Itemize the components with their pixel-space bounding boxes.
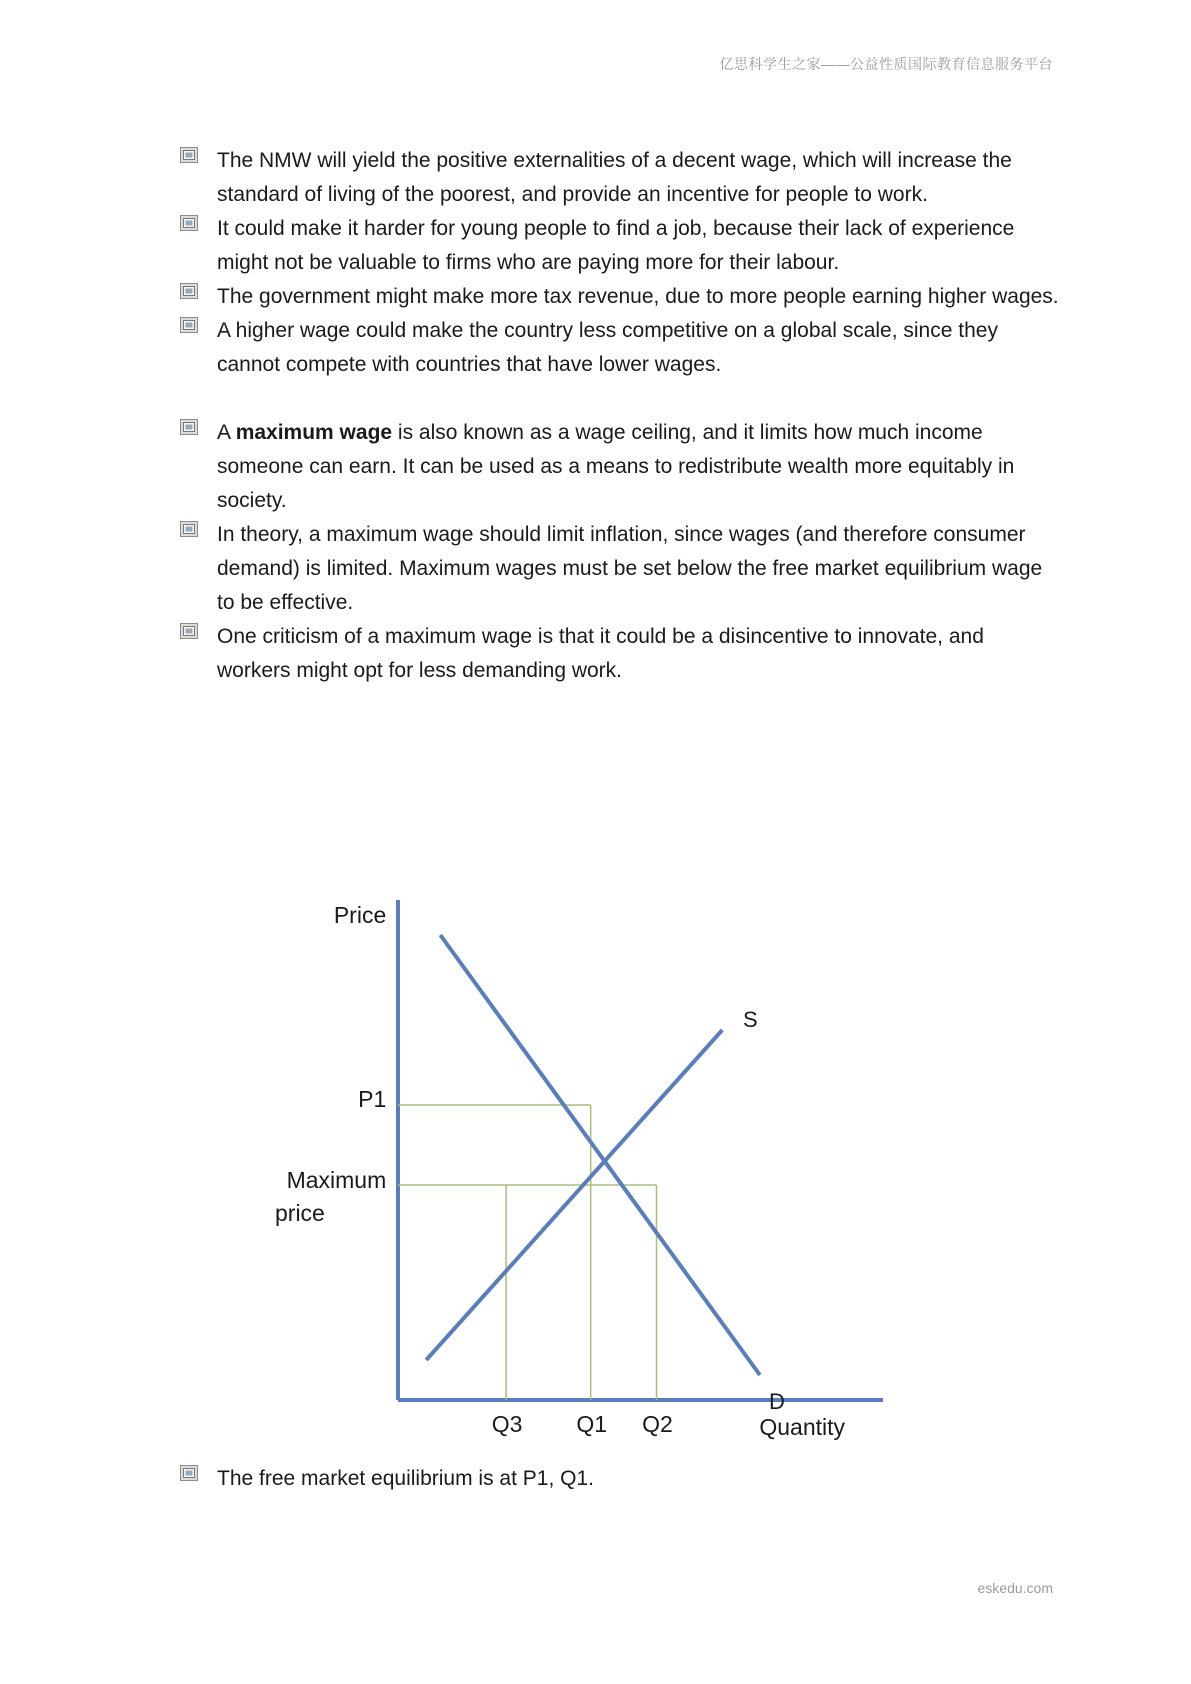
bullet-square-icon (180, 1465, 198, 1481)
quantity-label-q2: Q2 (642, 1411, 673, 1437)
supply-label: S (742, 1007, 758, 1032)
bullet-text-prefix: A (217, 421, 236, 444)
max-price-label: Maximum (286, 1167, 387, 1193)
bullet-text: The free market equilibrium is at P1, Q1. (217, 1467, 594, 1490)
x-axis-label: Quantity (759, 1414, 846, 1440)
p1-label: P1 (358, 1086, 387, 1112)
curve-s (426, 1030, 722, 1360)
bullet-list-2 (180, 1462, 1060, 1496)
bullet-text: One criticism of a maximum wage is that it could be a disincentive to innovate, and workers might opt for less demanding work. (217, 625, 984, 682)
bold-term: maximum wage (235, 421, 393, 444)
quantity-label-q1: Q1 (576, 1411, 608, 1437)
demand-label: D (768, 1389, 785, 1414)
list-item (180, 1462, 1060, 1496)
bullet-text: In theory, a maximum wage should limit inflation, since wages (and therefore consumer demand) is limited. Maximum wages must be set below the free market equilibrium wage to be effective. (217, 523, 1043, 614)
bullet-text: A higher wage could make the country less competitive on a global scale, since they cannot compete with countries that have lower wages. (217, 319, 998, 376)
page-header: 亿思科学生之家——公益性质国际教育信息服务平台 (719, 56, 1053, 72)
quantity-label-q3: Q3 (491, 1411, 523, 1437)
bullet-text: The government might make more tax revenue, due to more people earning higher wages. (217, 285, 1059, 308)
curve-d (440, 935, 760, 1375)
bullet-text-suffix: is also known as a wage ceiling, and it limits how much income someone can earn. It can be used as a means to redistribute wealth more equitably in society. (217, 421, 1015, 512)
bullet-text: The NMW will yield the positive externalities of a decent wage, which will increase the standard of living of the poorest, and provide an incentive for people to work. (217, 149, 1012, 206)
max-price-label-2: price (275, 1200, 325, 1226)
bullet-text: It could make it harder for young people to find a job, because their lack of experience might not be valuable to firms who are paying more for their labour. (217, 217, 1015, 274)
y-axis-label: Price (333, 902, 387, 928)
page-footer: eskedu.com (977, 1580, 1053, 1596)
